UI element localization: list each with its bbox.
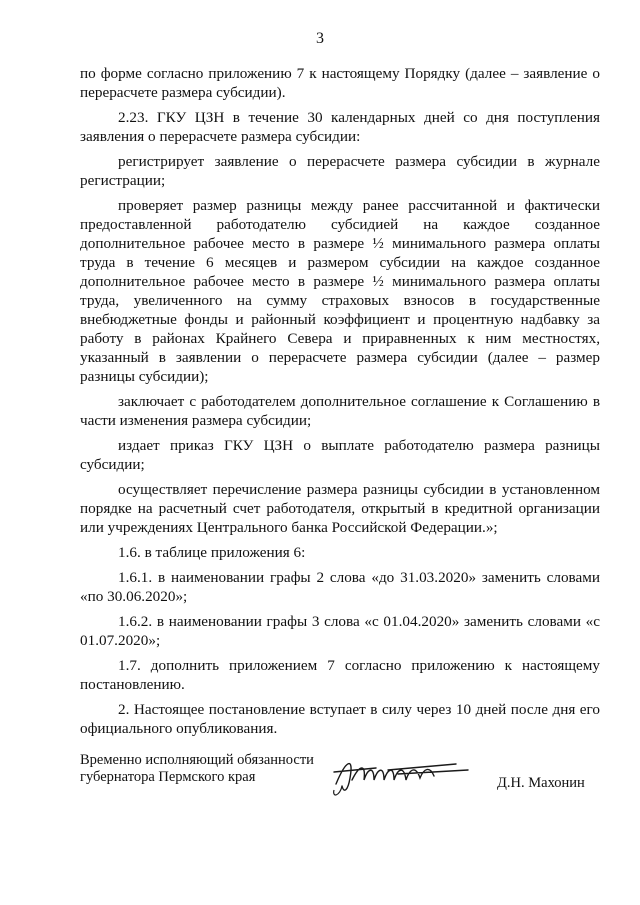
- page-number: 3: [316, 30, 324, 47]
- paragraph-issues-order: издает приказ ГКУ ЦЗН о выплате работодателю размера разницы субсидии;: [80, 437, 600, 473]
- paragraph-2-23: 2.23. ГКУ ЦЗН в течение 30 календарных дней со дня поступления заявления о перерасчете размера субсидии:: [80, 109, 600, 145]
- paragraph-1-6-1: 1.6.1. в наименовании графы 2 слова «до 31.03.2020» заменить словами «по 30.06.2020»;: [80, 569, 600, 605]
- paragraph-concludes: заключает с работодателем дополнительное соглашение к Соглашению в части изменения размера субсидии;: [80, 393, 600, 429]
- paragraph-registers: регистрирует заявление о перерасчете размера субсидии в журнале регистрации;: [80, 153, 600, 189]
- paragraph-1-6: 1.6. в таблице приложения 6:: [118, 544, 306, 561]
- document-body: [80, 64, 600, 744]
- paragraph-2: 2. Настоящее постановление вступает в силу через 10 дней после дня его официального опубликования.: [80, 701, 600, 737]
- paragraph-1-6-2: 1.6.2. в наименовании графы 3 слова «с 01.04.2020» заменить словами «с 01.07.2020»;: [80, 613, 600, 649]
- signer-position: [80, 752, 314, 786]
- signer-name: Д.Н. Махонин: [497, 775, 585, 791]
- signer-position-line2: губернатора Пермского края: [80, 769, 256, 785]
- paragraph-1-7: 1.7. дополнить приложением 7 согласно приложению к настоящему постановлению.: [80, 657, 600, 693]
- handwritten-signature: [328, 750, 478, 800]
- signer-position-line1: Временно исполняющий обязанности: [80, 752, 314, 768]
- paragraph-continuation: по форме согласно приложению 7 к настоящему Порядку (далее – заявление о перерасчете размера субсидии).: [80, 65, 600, 101]
- paragraph-transfers: осуществляет перечисление размера разницы субсидии в установленном порядке на расчетный счет работодателя, открытый в кредитной организации или учреждениях Центрального банка Российской Федерации.»;: [80, 481, 600, 536]
- paragraph-checks: проверяет размер разницы между ранее рассчитанной и фактически предоставленной работодателю субсидией на каждое созданное дополнительное рабочее место в размере ½ минимального размера оплаты труда в течение 6 месяцев и размером субсидии на каждое созданное дополнительное рабочее место в размере ½ минимального размера оплаты труда, увеличенного на сумму страховых взносов в государственные внебюджетные фонды и районный коэффициент и процентную надбавку за работу в районах Крайнего Севера и приравненных к ним местностях, указанный в заявлении о перерасчете размера субсидии (далее – размер разницы субсидии);: [80, 197, 600, 385]
